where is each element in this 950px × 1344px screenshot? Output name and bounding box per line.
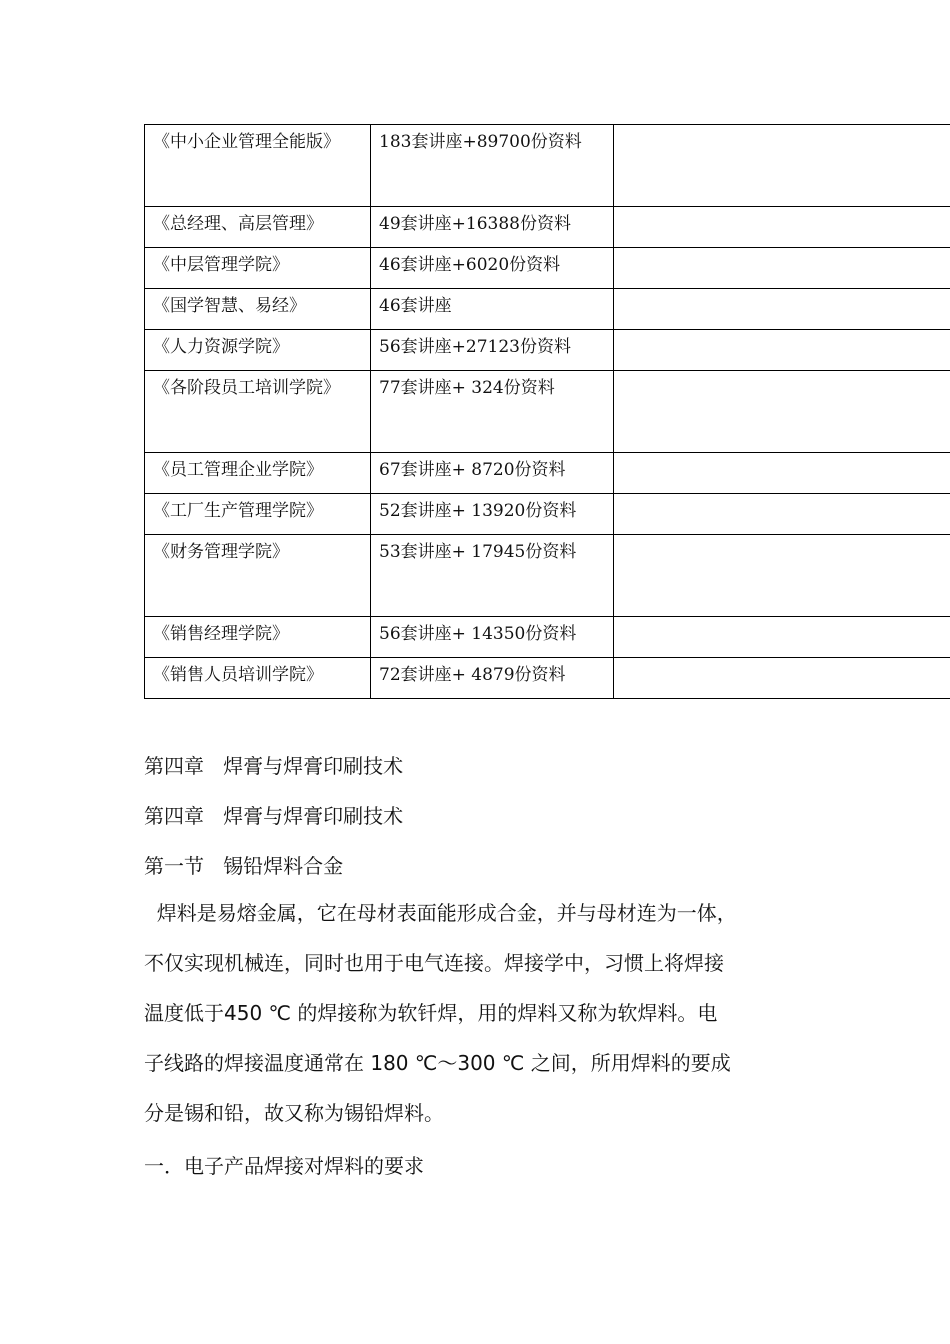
body-paragraph bbox=[144, 888, 834, 1138]
subsection-heading: 一．电子产品焊接对焊料的要求 bbox=[144, 1154, 424, 1178]
table-cell-note bbox=[614, 535, 950, 617]
paragraph-line: 焊料是易熔金属，它在母材表面能形成合金，并与母材连为一体， bbox=[144, 901, 737, 925]
table-row bbox=[145, 330, 950, 371]
course-catalog-table bbox=[144, 124, 950, 699]
table-cell-name: 《人力资源学院》 bbox=[145, 330, 371, 371]
table-cell-count: 56套讲座+27123份资料 bbox=[371, 330, 614, 371]
table-cell-name: 《中层管理学院》 bbox=[145, 248, 371, 289]
table-cell-note bbox=[614, 248, 950, 289]
paragraph-line: 子线路的焊接温度通常在 180 ℃～300 ℃ 之间，所用焊料的要成 bbox=[144, 1051, 731, 1075]
table-cell-count: 53套讲座+ 17945份资料 bbox=[371, 535, 614, 617]
table-cell-count: 46套讲座+6020份资料 bbox=[371, 248, 614, 289]
table-cell-count: 77套讲座+ 324份资料 bbox=[371, 371, 614, 453]
table-row bbox=[145, 494, 950, 535]
table-row bbox=[145, 248, 950, 289]
table-row bbox=[145, 125, 950, 207]
table-cell-note bbox=[614, 453, 950, 494]
table-row bbox=[145, 453, 950, 494]
table-cell-note bbox=[614, 289, 950, 330]
table-cell-name: 《销售人员培训学院》 bbox=[145, 658, 371, 699]
table-cell-note bbox=[614, 617, 950, 658]
table-cell-count: 183套讲座+89700份资料 bbox=[371, 125, 614, 207]
table-row bbox=[145, 207, 950, 248]
table-cell-note bbox=[614, 330, 950, 371]
table-cell-name: 《各阶段员工培训学院》 bbox=[145, 371, 371, 453]
table-cell-name: 《财务管理学院》 bbox=[145, 535, 371, 617]
table-row bbox=[145, 658, 950, 699]
table-cell-note bbox=[614, 125, 950, 207]
table-cell-name: 《销售经理学院》 bbox=[145, 617, 371, 658]
table-cell-note bbox=[614, 371, 950, 453]
section-heading: 第一节 锡铅焊料合金 bbox=[144, 854, 344, 878]
table-cell-note bbox=[614, 494, 950, 535]
table-row bbox=[145, 371, 950, 453]
paragraph-line: 不仅实现机械连，同时也用于电气连接。焊接学中，习惯上将焊接 bbox=[144, 951, 724, 975]
table-cell-count: 72套讲座+ 4879份资料 bbox=[371, 658, 614, 699]
chapter-heading-repeat: 第四章 焊膏与焊膏印刷技术 bbox=[144, 804, 404, 828]
chapter-heading: 第四章 焊膏与焊膏印刷技术 bbox=[144, 754, 404, 778]
table-cell-count: 56套讲座+ 14350份资料 bbox=[371, 617, 614, 658]
table-cell-name: 《员工管理企业学院》 bbox=[145, 453, 371, 494]
table-row bbox=[145, 617, 950, 658]
table-cell-count: 67套讲座+ 8720份资料 bbox=[371, 453, 614, 494]
table-cell-note bbox=[614, 658, 950, 699]
table-row bbox=[145, 535, 950, 617]
table-cell-count: 49套讲座+16388份资料 bbox=[371, 207, 614, 248]
table-cell-name: 《总经理、高层管理》 bbox=[145, 207, 371, 248]
table-cell-note bbox=[614, 207, 950, 248]
table-row bbox=[145, 289, 950, 330]
paragraph-line: 分是锡和铅，故又称为锡铅焊料。 bbox=[144, 1101, 444, 1125]
table-cell-name: 《国学智慧、易经》 bbox=[145, 289, 371, 330]
paragraph-line: 温度低于450 ℃ 的焊接称为软钎焊，用的焊料又称为软焊料。电 bbox=[144, 1001, 718, 1025]
table-cell-count: 52套讲座+ 13920份资料 bbox=[371, 494, 614, 535]
table-cell-name: 《工厂生产管理学院》 bbox=[145, 494, 371, 535]
table-cell-count: 46套讲座 bbox=[371, 289, 614, 330]
table-cell-name: 《中小企业管理全能版》 bbox=[145, 125, 371, 207]
